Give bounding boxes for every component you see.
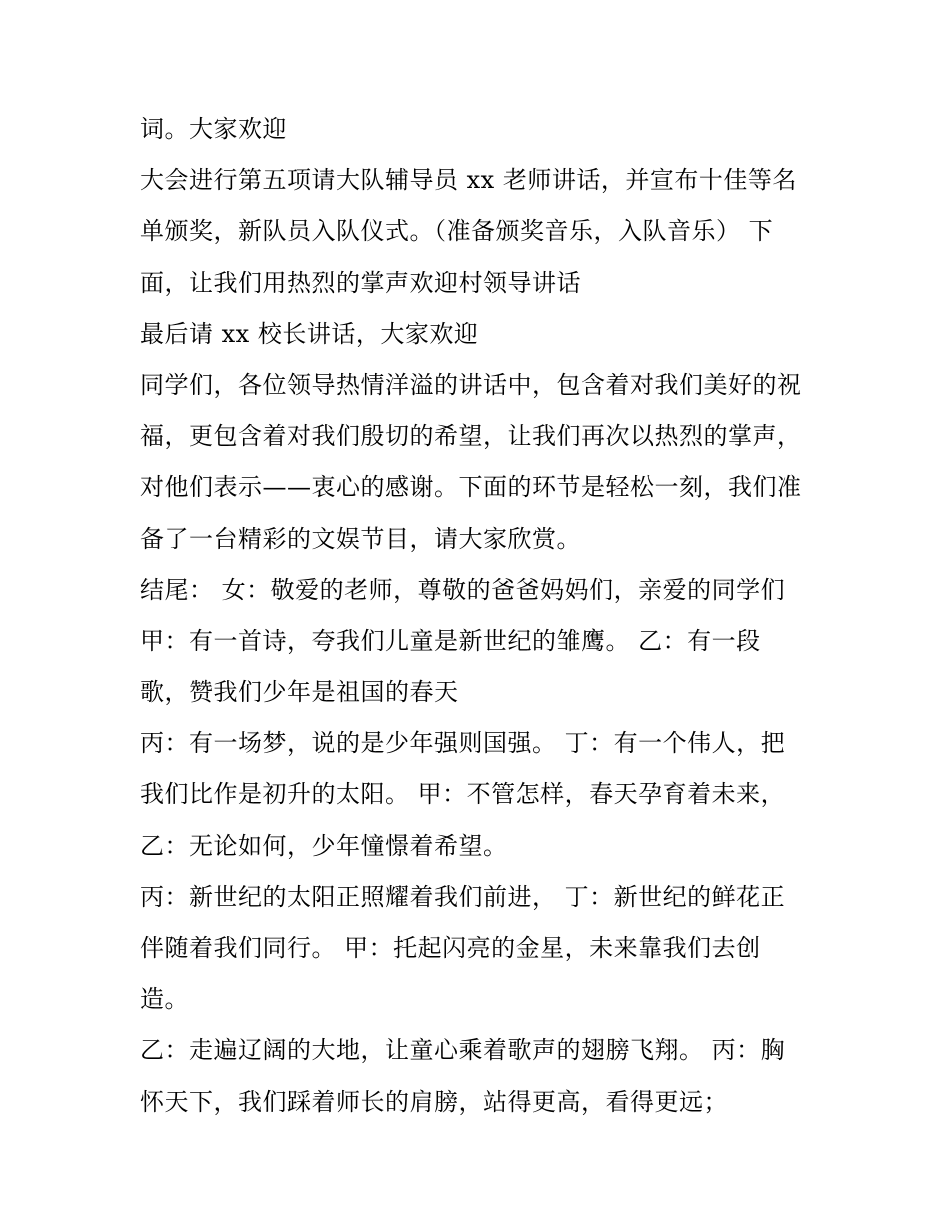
- text-line: 造。: [140, 985, 189, 1014]
- text-line: 结尾： 女：敬爱的老师，尊敬的爸爸妈妈们，亲爱的同学们: [140, 575, 786, 604]
- text-line: 对他们表示——衷心的感谢。下面的环节是轻松一刻，我们准: [140, 473, 802, 502]
- text-line: 单颁奖，新队员入队仪式。（准备颁奖音乐，入队音乐） 下: [140, 217, 774, 246]
- text-line: 我们比作是初升的太阳。 甲：不管怎样，春天孕育着未来，: [140, 780, 786, 809]
- text-line: 同学们，各位领导热情洋溢的讲话中，包含着对我们美好的祝: [140, 370, 802, 399]
- text-line: 大会进行第五项请大队辅导员 xx 老师讲话，并宣布十佳等名: [140, 166, 797, 195]
- text-line: 面，让我们用热烈的掌声欢迎村领导讲话: [140, 268, 581, 297]
- text-line: 丙：有一场梦，说的是少年强则国强。 丁：有一个伟人，把: [140, 729, 786, 758]
- text-line: 怀天下，我们踩着师长的肩膀，站得更高，看得更远；: [140, 1087, 728, 1116]
- text-line: 甲：有一首诗，夸我们儿童是新世纪的雏鹰。 乙：有一段: [140, 626, 761, 655]
- text-line: 福，更包含着对我们殷切的希望，让我们再次以热烈的掌声，: [140, 422, 802, 451]
- text-line: 最后请 xx 校长讲话，大家欢迎: [140, 319, 479, 348]
- text-line: 丙：新世纪的太阳正照耀着我们前进， 丁：新世纪的鲜花正: [140, 882, 786, 911]
- text-line: 歌，赞我们少年是祖国的春天: [140, 678, 459, 707]
- text-line: 乙：走遍辽阔的大地，让童心乘着歌声的翅膀飞翔。 丙：胸: [140, 1036, 786, 1065]
- text-line: 伴随着我们同行。 甲：托起闪亮的金星，未来靠我们去创: [140, 934, 761, 962]
- text-line: 备了一台精彩的文娱节目，请大家欣赏。: [140, 524, 581, 553]
- text-line: 乙：无论如何，少年憧憬着希望。: [140, 831, 508, 860]
- document-body: [140, 104, 820, 1128]
- text-line: 词。大家欢迎: [140, 115, 287, 143]
